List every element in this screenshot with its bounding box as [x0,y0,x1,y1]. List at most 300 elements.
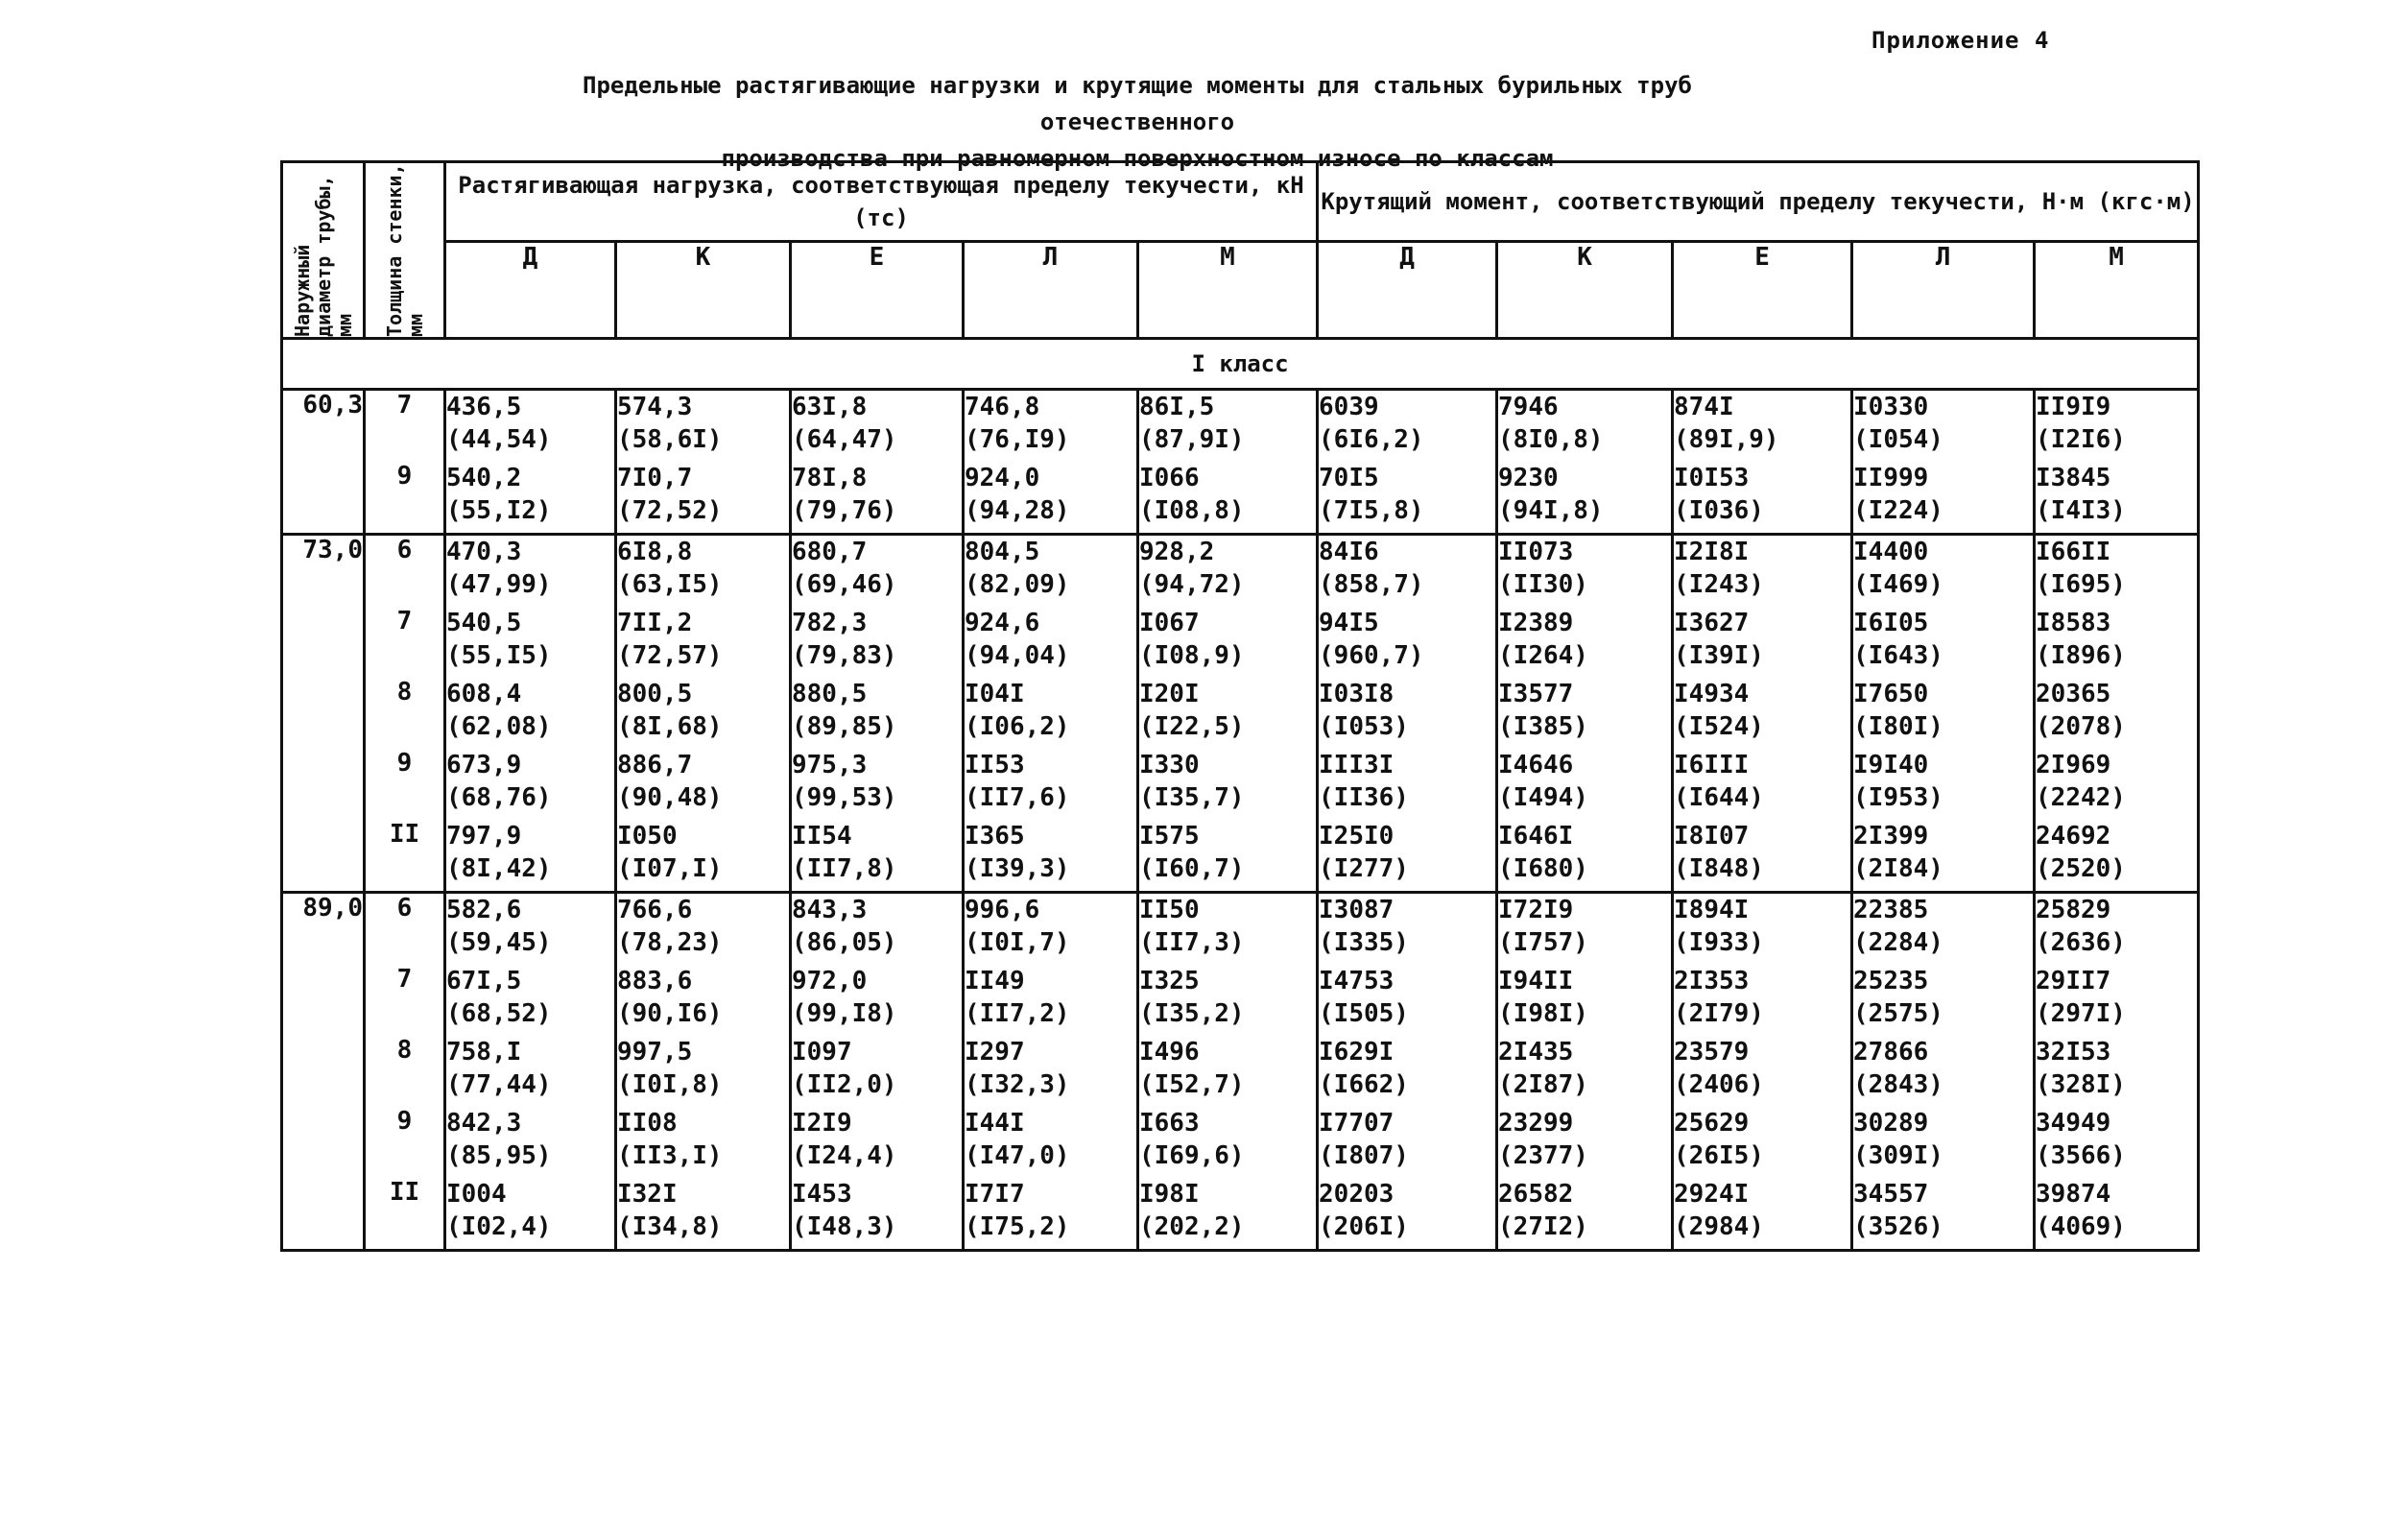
torque-kgfm-value: (I277) [1319,854,1409,883]
load-tf-value: (77,44) [446,1070,552,1099]
tensile-load-cell [964,1036,1138,1107]
wall-thickness-cell: 9 [365,462,445,535]
torque-kgfm-value: (960,7) [1319,641,1424,670]
tensile-load-cell [616,607,791,678]
table-row [282,1107,2199,1178]
tensile-load-cell [616,678,791,749]
torque-cell [2035,965,2199,1036]
load-kn-value: 673,9 [446,751,522,779]
torque-kgfm-value: (858,7) [1319,570,1424,599]
torque-kgfm-value: (I39I) [1674,641,1764,670]
pipe-diameter-cell: 73,0 [282,535,365,893]
wall-thickness-cell: II [365,820,445,893]
torque-cell [1318,462,1497,535]
torque-cell [1852,820,2035,893]
tensile-load-cell [791,893,964,966]
tensile-load-cell [616,965,791,1036]
load-kn-value: 997,5 [617,1038,693,1067]
load-kn-value: 540,5 [446,609,522,637]
torque-nm-value: 27866 [1853,1038,1929,1067]
torque-kgfm-value: (I680) [1498,854,1588,883]
load-tf-value: (72,52) [617,496,723,525]
load-kn-value: 758,I [446,1038,522,1067]
torque-nm-value: II999 [1853,464,1929,492]
load-tf-value: (I48,3) [792,1212,897,1241]
torque-kgfm-value: (26I5) [1674,1141,1764,1170]
wall-thickness-cell: 9 [365,749,445,820]
torque-cell [1852,390,2035,463]
load-tf-value: (87,9I) [1139,425,1245,454]
load-tf-value: (59,45) [446,928,552,957]
load-kn-value: 6I8,8 [617,538,693,566]
load-kn-value: I325 [1139,967,1200,995]
load-tf-value: (94,72) [1139,570,1245,599]
torque-kgfm-value: (I524) [1674,712,1764,741]
load-tf-value: (I06,2) [965,712,1070,741]
torque-nm-value: 2I435 [1498,1038,1574,1067]
class-header-torque-L: Л [1852,242,2035,339]
torque-kgfm-value: (I643) [1853,641,1943,670]
class-header-torque-D: Д [1318,242,1497,339]
load-tf-value: (II7,8) [792,854,897,883]
torque-kgfm-value: (2843) [1853,1070,1943,1099]
tensile-load-cell [791,535,964,608]
torque-kgfm-value: (I053) [1319,712,1409,741]
load-tf-value: (44,54) [446,425,552,454]
torque-cell [2035,1036,2199,1107]
tensile-load-cell [445,749,616,820]
torque-nm-value: I0330 [1853,393,1929,421]
load-kn-value: I20I [1139,680,1200,708]
wall-thickness-cell: II [365,1178,445,1251]
torque-kgfm-value: (2984) [1674,1212,1764,1241]
tensile-load-cell [791,678,964,749]
load-kn-value: I097 [792,1038,852,1067]
torque-nm-value: 7946 [1498,393,1559,421]
torque-kgfm-value: (I80I) [1853,712,1943,741]
torque-cell [1497,1036,1673,1107]
load-kn-value: 928,2 [1139,538,1215,566]
load-tf-value: (90,48) [617,783,723,812]
load-tf-value: (I47,0) [965,1141,1070,1170]
torque-nm-value: I629I [1319,1038,1395,1067]
load-kn-value: 680,7 [792,538,868,566]
torque-nm-value: 23299 [1498,1109,1574,1138]
torque-kgfm-value: (I953) [1853,783,1943,812]
wall-thickness-cell: 9 [365,1107,445,1178]
torque-kgfm-value: (328I) [2036,1070,2126,1099]
appendix-label: Приложение 4 [1872,27,2050,54]
torque-cell [1852,1107,2035,1178]
tensile-load-cell [791,1178,964,1251]
load-kn-value: 608,4 [446,680,522,708]
tensile-load-cell [616,820,791,893]
torque-cell [1673,607,1852,678]
load-kn-value: II50 [1139,896,1200,924]
load-tf-value: (72,57) [617,641,723,670]
torque-kgfm-value: (I385) [1498,712,1588,741]
torque-cell [1497,965,1673,1036]
tensile-load-cell [445,1178,616,1251]
torque-kgfm-value: (4069) [2036,1212,2126,1241]
tensile-load-cell [964,1107,1138,1178]
load-kn-value: 63I,8 [792,393,868,421]
torque-cell [1852,607,2035,678]
load-tf-value: (I02,4) [446,1212,552,1241]
table-row [282,965,2199,1036]
torque-kgfm-value: (I494) [1498,783,1588,812]
torque-kgfm-value: (2078) [2036,712,2126,741]
torque-nm-value: 94I5 [1319,609,1379,637]
tensile-load-cell [1138,1036,1318,1107]
torque-cell [1318,1107,1497,1178]
torque-nm-value: 84I6 [1319,538,1379,566]
class-header-torque-E: Е [1673,242,1852,339]
torque-nm-value: 6039 [1319,393,1379,421]
load-kn-value: II54 [792,822,852,851]
torque-cell [1673,462,1852,535]
pipe-diameter-cell: 89,0 [282,893,365,1251]
torque-nm-value: I0I53 [1674,464,1750,492]
load-tf-value: (58,6I) [617,425,723,454]
tensile-load-cell [964,390,1138,463]
torque-kgfm-value: (94I,8) [1498,496,1604,525]
torque-nm-value: 32I53 [2036,1038,2111,1067]
torque-kgfm-value: (I98I) [1498,999,1588,1028]
torque-nm-value: 20365 [2036,680,2111,708]
torque-kgfm-value: (2575) [1853,999,1943,1028]
torque-kgfm-value: (I933) [1674,928,1764,957]
torque-cell [2035,749,2199,820]
torque-nm-value: 39874 [2036,1180,2111,1209]
load-kn-value: I330 [1139,751,1200,779]
load-kn-value: I663 [1139,1109,1200,1138]
torque-cell [1318,390,1497,463]
torque-nm-value: 25829 [2036,896,2111,924]
torque-cell [1852,678,2035,749]
torque-cell [1673,1107,1852,1178]
load-tf-value: (I35,7) [1139,783,1245,812]
torque-kgfm-value: (I224) [1853,496,1943,525]
torque-kgfm-value: (297I) [2036,999,2126,1028]
table-row [282,462,2199,535]
load-tf-value: (II3,I) [617,1141,723,1170]
load-tf-value: (I75,2) [965,1212,1070,1241]
torque-nm-value: 26582 [1498,1180,1574,1209]
torque-nm-value: I2I8I [1674,538,1750,566]
tensile-load-cell [1138,535,1318,608]
torque-kgfm-value: (2520) [2036,854,2126,883]
torque-cell [2035,390,2199,463]
torque-kgfm-value: (3526) [1853,1212,1943,1241]
table-row [282,535,2199,608]
tensile-load-cell [445,1036,616,1107]
load-kn-value: 78I,8 [792,464,868,492]
torque-kgfm-value: (2I87) [1498,1070,1588,1099]
load-kn-value: II49 [965,967,1025,995]
torque-cell [1497,462,1673,535]
torque-kgfm-value: (I264) [1498,641,1588,670]
torque-cell [1852,1178,2035,1251]
torque-cell [1673,893,1852,966]
pipe-diameter-cell: 60,3 [282,390,365,535]
torque-cell [1497,820,1673,893]
torque-nm-value: I646I [1498,822,1574,851]
torque-nm-value: I3627 [1674,609,1750,637]
load-kn-value: I575 [1139,822,1200,851]
tensile-load-cell [445,390,616,463]
tensile-load-cell [616,390,791,463]
tensile-load-cell [1138,965,1318,1036]
table-row [282,893,2199,966]
load-kn-value: I365 [965,822,1025,851]
load-kn-value: 797,9 [446,822,522,851]
wall-thickness-cell: 8 [365,678,445,749]
torque-nm-value: III3I [1319,751,1395,779]
load-tf-value: (94,04) [965,641,1070,670]
load-tf-value: (78,23) [617,928,723,957]
torque-kgfm-value: (2284) [1853,928,1943,957]
torque-nm-value: 2924I [1674,1180,1750,1209]
torque-kgfm-value: (I896) [2036,641,2126,670]
class-header-torque-M: М [2035,242,2199,339]
class-header-tensile-E: Е [791,242,964,339]
torque-kgfm-value: (I757) [1498,928,1588,957]
load-kn-value: 470,3 [446,538,522,566]
load-tf-value: (202,2) [1139,1212,1245,1241]
torque-nm-value: I4753 [1319,967,1395,995]
torque-kgfm-value: (309I) [1853,1141,1943,1170]
torque-kgfm-value: (II36) [1319,783,1409,812]
tensile-load-cell [1138,390,1318,463]
tensile-load-cell [616,1178,791,1251]
section-label: I класс [282,339,2199,390]
diameter-header: Наружный диаметр трубы, мм [282,162,365,339]
wall-thickness-cell: 8 [365,1036,445,1107]
load-tf-value: (89,85) [792,712,897,741]
load-kn-value: I050 [617,822,678,851]
torque-nm-value: II073 [1498,538,1574,566]
torque-cell [1318,965,1497,1036]
load-kn-value: I04I [965,680,1025,708]
torque-nm-value: I4646 [1498,751,1574,779]
load-tf-value: (82,09) [965,570,1070,599]
torque-nm-value: 30289 [1853,1109,1929,1138]
torque-nm-value: 24692 [2036,822,2111,851]
load-kn-value: 975,3 [792,751,868,779]
torque-nm-value: I03I8 [1319,680,1395,708]
wall-thickness-header: Толщина стенки, мм [365,162,445,339]
load-tf-value: (II7,3) [1139,928,1245,957]
load-kn-value: 746,8 [965,393,1040,421]
load-kn-value: I44I [965,1109,1025,1138]
torque-kgfm-value: (2377) [1498,1141,1588,1170]
tensile-load-cell [964,749,1138,820]
torque-cell [1852,535,2035,608]
torque-nm-value: I3577 [1498,680,1574,708]
load-kn-value: I98I [1139,1180,1200,1209]
tensile-load-cell [1138,462,1318,535]
torque-nm-value: 25235 [1853,967,1929,995]
tensile-load-cell [791,1107,964,1178]
torque-cell [1852,965,2035,1036]
torque-cell [1318,749,1497,820]
tensile-load-cell [1138,1107,1318,1178]
torque-cell [1852,1036,2035,1107]
torque-nm-value: I7707 [1319,1109,1395,1138]
class-header-torque-K: К [1497,242,1673,339]
load-kn-value: II53 [965,751,1025,779]
torque-kgfm-value: (27I2) [1498,1212,1588,1241]
torque-cell [1497,893,1673,966]
torque-kgfm-value: (206I) [1319,1212,1409,1241]
torque-nm-value: I6III [1674,751,1750,779]
load-tf-value: (62,08) [446,712,552,741]
load-kn-value: 67I,5 [446,967,522,995]
torque-cell [1673,678,1852,749]
tensile-load-cell [964,535,1138,608]
load-kn-value: 886,7 [617,751,693,779]
tensile-load-cell [1138,607,1318,678]
table-row [282,607,2199,678]
torque-kgfm-value: (I335) [1319,928,1409,957]
load-kn-value: 883,6 [617,967,693,995]
wall-thickness-cell: 7 [365,965,445,1036]
load-kn-value: 924,6 [965,609,1040,637]
tensile-load-cell [964,820,1138,893]
torque-nm-value: I894I [1674,896,1750,924]
tensile-load-cell [1138,749,1318,820]
torque-nm-value: I8583 [2036,609,2111,637]
torque-nm-value: I6I05 [1853,609,1929,637]
table-row [282,820,2199,893]
tensile-load-cell [1138,820,1318,893]
wall-thickness-cell: 7 [365,607,445,678]
torque-cell [1497,1178,1673,1251]
torque-kgfm-value: (7I5,8) [1319,496,1424,525]
torque-kgfm-value: (I4I3) [2036,496,2126,525]
torque-cell [1497,607,1673,678]
torque-kgfm-value: (2I79) [1674,999,1764,1028]
torque-cell [1318,535,1497,608]
load-kn-value: 972,0 [792,967,868,995]
torque-nm-value: 25629 [1674,1109,1750,1138]
class-header-tensile-K: К [616,242,791,339]
torque-nm-value: II9I9 [2036,393,2111,421]
torque-cell [1497,749,1673,820]
wall-thickness-cell: 6 [365,535,445,608]
tensile-load-cell [964,893,1138,966]
load-kn-value: 843,3 [792,896,868,924]
load-tf-value: (I69,6) [1139,1141,1245,1170]
torque-kgfm-value: (I848) [1674,854,1764,883]
load-kn-value: 782,3 [792,609,868,637]
torque-nm-value: 34557 [1853,1180,1929,1209]
torque-cell [1497,535,1673,608]
tensile-load-cell [791,965,964,1036]
torque-kgfm-value: (8I0,8) [1498,425,1604,454]
torque-cell [1673,535,1852,608]
load-tf-value: (55,I5) [446,641,552,670]
load-tf-value: (I08,8) [1139,496,1245,525]
torque-nm-value: 23579 [1674,1038,1750,1067]
tensile-load-cell [964,965,1138,1036]
load-tf-value: (99,53) [792,783,897,812]
load-tf-value: (II7,6) [965,783,1070,812]
load-kn-value: II08 [617,1109,678,1138]
load-tf-value: (II7,2) [965,999,1070,1028]
load-tf-value: (I24,4) [792,1141,897,1170]
loads-torque-table [280,160,2200,1252]
load-kn-value: 574,3 [617,393,693,421]
torque-cell [2035,678,2199,749]
tensile-load-cell [445,607,616,678]
tensile-load-cell [445,462,616,535]
torque-cell [1673,1178,1852,1251]
torque-cell [2035,462,2199,535]
tensile-load-cell [616,893,791,966]
load-tf-value: (8I,68) [617,712,723,741]
torque-nm-value: 9230 [1498,464,1559,492]
load-kn-value: 86I,5 [1139,393,1215,421]
load-tf-value: (55,I2) [446,496,552,525]
torque-cell [1673,1036,1852,1107]
load-tf-value: (I0I,8) [617,1070,723,1099]
torque-kgfm-value: (2242) [2036,783,2126,812]
load-kn-value: 7I0,7 [617,464,693,492]
torque-kgfm-value: (I054) [1853,425,1943,454]
tensile-load-cell [791,1036,964,1107]
tensile-load-cell [445,893,616,966]
load-tf-value: (68,76) [446,783,552,812]
load-tf-value: (90,I6) [617,999,723,1028]
tensile-load-header: Растягивающая нагрузка, соответствующая пределу текучести, кН (тс) [445,162,1318,242]
torque-nm-value: I2389 [1498,609,1574,637]
load-kn-value: 582,6 [446,896,522,924]
torque-nm-value: I94II [1498,967,1574,995]
class-header-tensile-L: Л [964,242,1138,339]
torque-kgfm-value: (I2I6) [2036,425,2126,454]
tensile-load-cell [964,607,1138,678]
load-tf-value: (94,28) [965,496,1070,525]
load-kn-value: 800,5 [617,680,693,708]
torque-kgfm-value: (3566) [2036,1141,2126,1170]
load-kn-value: I2I9 [792,1109,852,1138]
load-tf-value: (I0I,7) [965,928,1070,957]
torque-cell [1852,749,2035,820]
tensile-load-cell [964,462,1138,535]
torque-cell [1497,1107,1673,1178]
load-tf-value: (79,83) [792,641,897,670]
torque-kgfm-value: (2636) [2036,928,2126,957]
load-tf-value: (69,46) [792,570,897,599]
tensile-load-cell [964,678,1138,749]
load-tf-value: (I22,5) [1139,712,1245,741]
load-kn-value: I453 [792,1180,852,1209]
table-row [282,1036,2199,1107]
torque-cell [1673,820,1852,893]
load-kn-value: I496 [1139,1038,1200,1067]
torque-cell [1497,678,1673,749]
torque-kgfm-value: (I695) [2036,570,2126,599]
torque-cell [1318,893,1497,966]
torque-nm-value: 34949 [2036,1109,2111,1138]
torque-nm-value: 2I399 [1853,822,1929,851]
load-kn-value: I067 [1139,609,1200,637]
load-tf-value: (I08,9) [1139,641,1245,670]
tensile-load-cell [1138,678,1318,749]
wall-thickness-cell: 6 [365,893,445,966]
